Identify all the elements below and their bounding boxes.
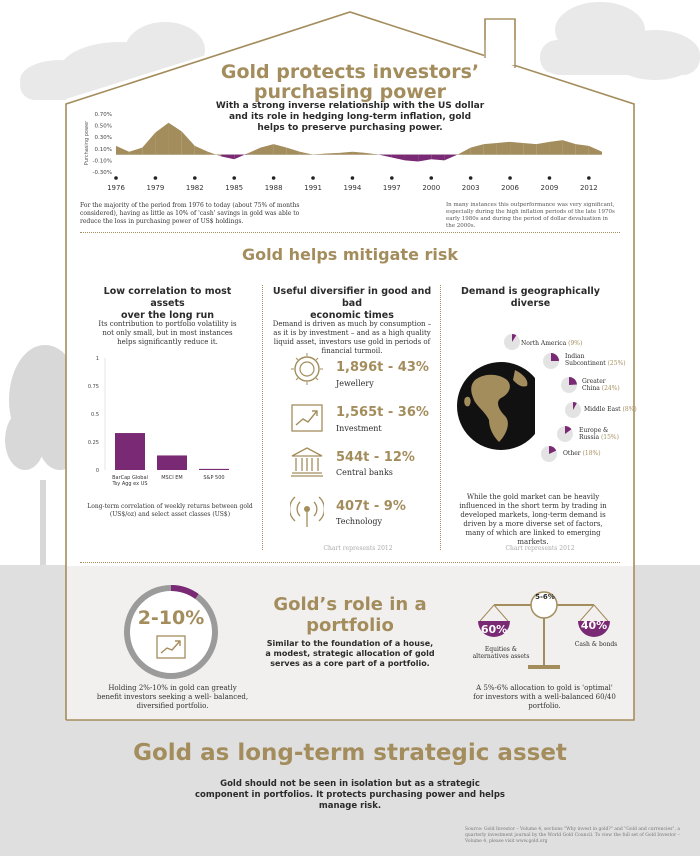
subtitle-line: With a strong inverse relationship with the US dollar: [215, 101, 485, 111]
region-pct: (15%): [600, 434, 619, 441]
area-segment: [195, 146, 208, 155]
area-segment: [221, 155, 234, 160]
left-pan-label-line: alternatives assets: [472, 653, 530, 660]
area-segment: [510, 142, 523, 155]
badge-value: 2-10%: [137, 607, 205, 629]
purchasing-power-chart: [80, 108, 610, 198]
x-tick-dot: [232, 176, 236, 180]
badge-caption: Holding 2%-10% in gold can greatly benefit investors seeking a well- balanced, diversified portfolio.: [96, 684, 249, 710]
category-label: MSCI EM: [161, 475, 183, 481]
y-tick-label: 0: [95, 468, 99, 474]
diversifier-title-line: Useful diversifier in good and bad: [272, 286, 432, 309]
region-name: Other: [563, 450, 583, 457]
y-tick-label: 0.50%: [94, 123, 112, 130]
badge-ring: [127, 588, 215, 676]
right-pan-label: Cash & bonds: [574, 641, 618, 648]
y-tick-label: 0.25: [87, 440, 99, 446]
region-label: [565, 353, 626, 367]
y-tick-label: 0.75: [87, 384, 99, 390]
category-label: BarCap Global: [112, 475, 148, 481]
x-tick-label: 2000: [422, 184, 441, 192]
region-name: Subcontinent: [565, 360, 608, 367]
subtitle-line: and its role in hedging long-term inflation, gold: [228, 112, 472, 122]
region-pct: (9%): [568, 340, 583, 347]
x-tick-label: 1985: [225, 184, 244, 192]
x-tick-dot: [429, 176, 433, 180]
technology-label: Technology: [336, 517, 383, 526]
left-pan-label: [466, 646, 536, 660]
region-name: Europe &: [579, 427, 609, 434]
scale-caption: A 5%-6% allocation to gold is 'optimal' for investors with a well-balanced 60/40 portfolio.: [473, 684, 616, 710]
area-segment: [155, 123, 168, 155]
region-name: Russia: [579, 434, 601, 441]
correlation-desc: Its contribution to portfolio volatility is not only small, but in most instances helps significantly reduce it.: [98, 320, 237, 346]
globe-icon: [455, 350, 535, 470]
jewellery-label: Jewellery: [336, 379, 374, 388]
region-name: China: [582, 385, 602, 392]
section-divider: [80, 232, 620, 233]
x-tick-label: 1997: [382, 184, 401, 192]
area-segment: [589, 146, 602, 155]
area-segment: [339, 152, 352, 155]
region-name: Middle East: [584, 406, 623, 413]
x-tick-label: 2009: [540, 184, 559, 192]
area-segment: [274, 144, 287, 154]
x-tick-dot: [272, 176, 276, 180]
footer-title: Gold as long-term strategic asset: [133, 740, 567, 766]
region-pie-icon: [540, 445, 558, 463]
correlation-bar: [115, 433, 145, 470]
chart-note-right: In many instances this outperformance was very significant, especially during the high inflation periods of the late 1970s early 1980s and during the period of dollar devaluation in the 2000s.: [446, 202, 615, 229]
area-segment: [418, 155, 431, 162]
region-pie-icon: [542, 352, 560, 370]
diversifier-title: [268, 286, 436, 322]
area-segment: [366, 153, 379, 155]
region-label: [582, 378, 620, 392]
area-segment: [182, 131, 195, 154]
area-segment: [536, 142, 549, 155]
x-tick-label: 1994: [343, 184, 362, 192]
region-pct: (25%): [607, 360, 626, 367]
y-tick-label: 0.70%: [94, 112, 112, 118]
bank-building-icon: [290, 446, 324, 478]
area-segment: [523, 143, 536, 155]
x-tick-dot: [587, 176, 591, 180]
scale-top-value: 5-6%: [535, 593, 555, 601]
diversifier-title-line: economic times: [310, 310, 394, 321]
left-pan-value: 60%: [480, 623, 508, 636]
area-segment: [563, 140, 576, 155]
footer-source: Source: Gold Investor – Volume 4, sections "Why invest in gold?" and "Gold and currencies", a quarterly investment journal by the World Gold Council. To view the full set of Gold Investor – Volume 4, please visit www.gold.org: [465, 827, 681, 844]
region-pct: (18%): [582, 450, 601, 457]
region-name: Greater: [582, 378, 606, 385]
area-segment: [247, 148, 260, 155]
left-pan-label-line: Equities &: [484, 646, 518, 653]
x-tick-dot: [154, 176, 158, 180]
region-pct: (8%): [622, 406, 637, 413]
geographic-title: [448, 286, 613, 310]
signal-tower-icon: [290, 493, 324, 529]
area-segment: [208, 152, 221, 157]
ring-icon: [290, 352, 324, 386]
region-name: North America: [521, 340, 569, 347]
geographic-title-line: Demand is geographically: [461, 286, 600, 297]
correlation-footer: Long-term correlation of weekly returns between gold (US$/oz) and select asset classes (US$): [87, 503, 253, 518]
region-pie-icon: [556, 425, 574, 443]
x-tick-label: 1982: [185, 184, 204, 192]
correlation-bar-chart: [85, 350, 245, 490]
area-segment: [313, 153, 326, 154]
demand-item-investment: [290, 403, 324, 437]
correlation-title-line: over the long run: [120, 310, 215, 321]
portfolio-title-line: Gold’s role in a: [273, 594, 427, 615]
x-tick-dot: [193, 176, 197, 180]
title-line-1: Gold protects investors’: [220, 61, 480, 83]
region-pie-icon: [503, 333, 521, 351]
correlation-bar: [157, 455, 187, 470]
x-tick-label: 1988: [264, 184, 283, 192]
x-tick-label: 1976: [107, 184, 125, 192]
area-segment: [116, 146, 129, 155]
portfolio-title: [260, 594, 440, 636]
x-tick-dot: [351, 176, 355, 180]
portfolio-desc: Similar to the foundation of a house, a modest, strategic allocation of gold serves as a core part of a portfolio.: [265, 639, 435, 668]
col2-note: Chart represents 2012: [323, 545, 393, 552]
column-divider: [262, 285, 263, 550]
category-label: Tsy Agg ex US: [112, 481, 148, 487]
y-tick-label: 1: [95, 356, 99, 362]
area-segment: [379, 155, 392, 158]
region-label: [579, 427, 619, 441]
area-segment: [576, 144, 589, 154]
trend-chart-icon: [290, 403, 324, 433]
area-segment: [484, 143, 497, 155]
area-segment: [169, 123, 182, 155]
section-divider: [80, 562, 620, 563]
footer-desc: Gold should not be seen in isolation but as a strategic component in portfolios. It protects purchasing power and helps manage risk.: [195, 779, 505, 811]
central-banks-value: 544t - 12%: [336, 450, 415, 465]
geographic-title-line: diverse: [510, 298, 551, 309]
x-tick-dot: [114, 176, 118, 180]
area-segment: [260, 144, 273, 154]
geographic-desc: While the gold market can be heavily influenced in the short term by trading in developed markets, long-term demand is driven by a more diverse set of factors, many of which are linked to emerging markets.: [459, 493, 607, 546]
region-name: Indian: [565, 353, 585, 360]
region-pie-icon: [564, 401, 582, 419]
column-divider: [440, 285, 441, 550]
col3-note: Chart represents 2012: [505, 545, 575, 552]
demand-item-jewellery: [290, 352, 324, 390]
area-segment: [352, 152, 365, 155]
area-segment: [549, 140, 562, 155]
x-tick-label: 1991: [304, 184, 322, 192]
portfolio-title-line: portfolio: [306, 615, 394, 636]
x-tick-label: 1979: [146, 184, 165, 192]
area-segment: [129, 148, 142, 155]
x-tick-label: 2012: [579, 184, 598, 192]
investment-value: 1,565t - 36%: [336, 405, 429, 420]
area-segment: [431, 155, 444, 161]
region-pct: (24%): [601, 385, 620, 392]
correlation-title: [85, 286, 250, 322]
region-label: [584, 406, 637, 413]
x-tick-dot: [390, 176, 394, 180]
central-banks-label: Central banks: [336, 468, 393, 477]
x-tick-label: 2006: [501, 184, 519, 192]
area-segment: [287, 148, 300, 155]
technology-value: 407t - 9%: [336, 499, 406, 514]
title-line-2: purchasing power: [253, 81, 447, 103]
area-segment: [392, 155, 405, 161]
risk-section-title: Gold helps mitigate risk: [241, 245, 459, 264]
right-pan-value: 40%: [580, 619, 608, 632]
subtitle-line: helps to preserve purchasing power.: [257, 123, 443, 133]
category-label: S&P 500: [203, 475, 225, 481]
x-tick-dot: [508, 176, 512, 180]
y-tick-label: -0.10%: [92, 158, 112, 165]
allocation-badge: [122, 583, 220, 681]
page-title: [200, 62, 500, 102]
area-segment: [142, 133, 155, 155]
correlation-title-line: Low correlation to most assets: [103, 286, 232, 309]
area-segment: [471, 144, 484, 154]
x-tick-dot: [311, 176, 315, 180]
region-pie-icon: [560, 376, 578, 394]
y-tick-label: 0.5: [91, 412, 99, 418]
correlation-bar: [199, 469, 229, 470]
region-label: [563, 450, 601, 457]
area-segment: [497, 142, 510, 155]
area-segment: [458, 148, 471, 155]
y-tick-label: 0.10%: [94, 146, 112, 153]
chart-note-left: For the majority of the period from 1976 to today (about 75% of months considered), having as little as 10% of 'cash' savings in gold was able to reduce the loss in purchasing power of US$ holdings.: [80, 202, 300, 225]
area-segment: [444, 155, 457, 161]
y-tick-label: 0.30%: [94, 135, 112, 142]
x-tick-dot: [469, 176, 473, 180]
region-label: [521, 340, 582, 347]
trend-chart-icon: [155, 634, 187, 660]
demand-item-technology: [290, 493, 324, 533]
investment-label: Investment: [336, 424, 382, 433]
x-tick-label: 2003: [461, 184, 480, 192]
diversifier-desc: Demand is driven as much by consumption – as it is by investment – and as a high quality liquid asset, investors use gold in periods of financial turmoil.: [272, 320, 432, 355]
area-segment: [300, 152, 313, 155]
x-tick-dot: [548, 176, 552, 180]
demand-item-central-banks: [290, 446, 324, 482]
jewellery-value: 1,896t - 43%: [336, 360, 429, 375]
area-segment: [326, 153, 339, 155]
area-segment: [405, 155, 418, 162]
y-axis-label: Purchasing power: [84, 120, 90, 166]
y-tick-label: -0.30%: [92, 170, 112, 176]
